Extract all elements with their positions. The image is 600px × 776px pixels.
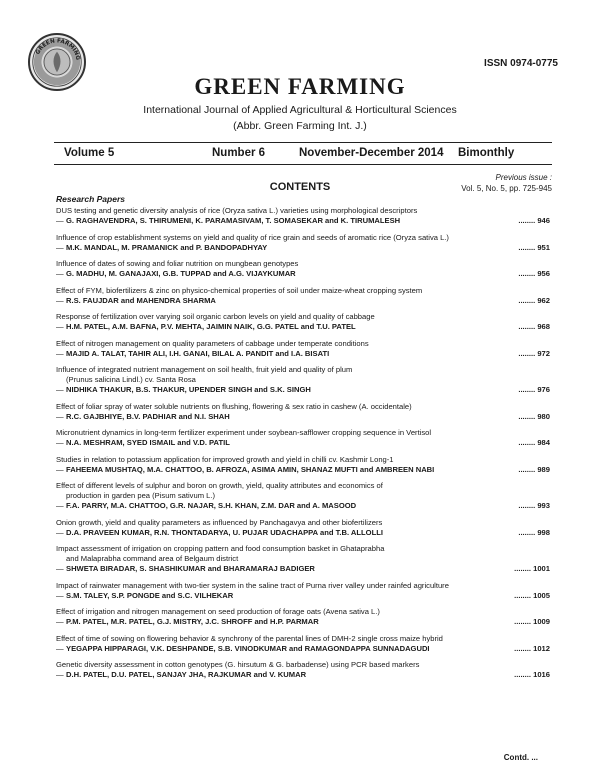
article-title: Onion growth, yield and quality parameters as influenced by Panchagavya and other biofertilizers [56,517,383,527]
article-entry [56,660,550,680]
article-entry [56,633,550,654]
article-authors: — FAHEEMA MUSHTAQ, M.A. CHATTOO, B. AFROZA, ASIMA AMIN, SHANAZ MUFTI and AMBREEN NABI [56,465,546,475]
article-title: Micronutrient dynamics in long-term fertilizer experiment under soybean-safflower cropping sequence in Vertisol [56,428,432,437]
article-authors: — NIDHIKA THAKUR, B.S. THAKUR, UPENDER SINGH and S.K. SINGH [56,385,546,395]
article-entry [56,401,550,422]
article-authors: — D.H. PATEL, D.U. PATEL, SANJAY JHA, RAJKUMAR and V. KUMAR [56,670,546,680]
article-title: Effect of irrigation and nitrogen management on seed production of forage oats (Avena sativa L.) [56,607,380,616]
journal-subtitle: International Journal of Applied Agricultural & Horticultural Sciences [143,104,457,116]
article-page-number: ........ 976 [518,385,550,394]
previous-issue-label: Previous issue : [495,173,552,182]
article-authors: — P.M. PATEL, M.R. PATEL, G.J. MISTRY, J.C. SHROFF and H.P. PARMAR [56,617,546,627]
article-page-number: ........ 951 [518,242,550,252]
article-title-continued: (Prunus salicina Lindl.) cv. Santa Rosa [66,375,196,384]
article-title: Influence of integrated nutrient management on soil health, fruit yield and quality of plum [56,365,353,374]
article-title: Influence of crop establishment systems on yield and quality of rice grain and seeds of aromatic rice (Oryza sativa L.) [56,232,449,242]
article-page-number: ........ 984 [518,438,550,447]
article-authors: — SHWETA BIRADAR, S. SHASHIKUMAR and BHARAMARAJ BADIGER [56,564,546,574]
issue-date: November-December 2014 [299,147,444,159]
article-title: Studies in relation to potassium application for improved growth and yield in chilli cv. Kashmir Long-1 [56,454,394,464]
article-entry [56,481,550,511]
article-authors: — YEGAPPA HIPPARAGI, V.K. DESHPANDE, S.B. VINODKUMAR and RAMAGONDAPPA SUNNADAGUDI [56,644,546,654]
article-title: Effect of foliar spray of water soluble nutrients on flushing, flowering & sex ratio in cashew (A. occidentale) [56,401,412,411]
article-page-number: ........ 1001 [514,564,550,573]
article-page-number: ........ 998 [518,527,550,537]
article-page-number: ........ 962 [518,295,550,305]
article-authors: — R.C. GAJBHIYE, B.V. PADHIAR and N.I. SHAH [56,412,546,422]
logo-text: GREEN FARMING [35,38,81,61]
previous-issue-ref: Vol. 5, No. 5, pp. 725-945 [461,184,552,193]
article-title: Influence of dates of sowing and foliar nutrition on mungbean genotypes [56,259,299,268]
continued-note: Contd. ... [503,753,538,762]
article-authors: — G. MADHU, M. GANAJAXI, G.B. TUPPAD and A.G. VIJAYKUMAR [56,269,546,279]
issn: ISSN 0974-0775 [484,58,558,69]
article-page-number: ........ 993 [518,501,550,510]
section-heading: Research Papers [56,194,125,204]
contents-heading: CONTENTS [269,181,331,193]
article-title: Effect of time of sowing on flowering behavior & synchrony of the parental lines of DMH-2 single cross maize hybrid [56,633,443,643]
article-entry [56,206,550,226]
article-entry [56,365,550,395]
issue-number: Number 6 [212,147,266,159]
article-title: Effect of different levels of sulphur and boron on growth, yield, quality attributes and economics of [56,481,383,490]
article-authors: — MAJID A. TALAT, TAHIR ALI, I.H. GANAI, BILAL A. PANDIT and I.A. BISATI [56,349,546,359]
article-page-number: ........ 1005 [514,590,550,600]
article-title: Response of fertilization over varying soil organic carbon levels on yield and quality of cabbage [56,312,375,321]
article-title: Impact of rainwater management with two-tier system in the saline tract of Purna river valley under rainfed agriculture [56,580,449,590]
article-page-number: ........ 1016 [514,670,550,679]
article-authors: — N.A. MESHRAM, SYED ISMAIL and V.D. PATIL [56,438,546,448]
article-entry [56,428,550,448]
article-title: Genetic diversity assessment in cotton genotypes (G. hirsutum & G. barbadense) using PCR based markers [56,660,420,669]
article-authors: — M.K. MANDAL, M. PRAMANICK and P. BANDOPADHYAY [56,243,546,253]
article-page-number: ........ 968 [518,322,550,331]
article-entry [56,607,550,627]
article-entry [56,544,550,574]
article-authors: — R.S. FAUJDAR and MAHENDRA SHARMA [56,296,546,306]
issue-volume: Volume 5 [64,147,115,159]
issue-bar [54,147,552,163]
divider-top [54,142,552,143]
article-entry [56,580,550,601]
journal-title: GREEN FARMING [194,74,406,99]
article-page-number: ........ 980 [518,411,550,421]
article-title-continued: and Malaprabha command area of Belgaum district [66,554,239,563]
article-authors: — D.A. PRAVEEN KUMAR, R.N. THONTADARYA, U. PUJAR UDACHAPPA and T.B. ALLOLLI [56,528,546,538]
article-page-number: ........ 956 [518,269,550,278]
article-title: DUS testing and genetic diversity analysis of rice (Oryza sativa L.) varieties using morphological descriptors [56,206,418,215]
issue-frequency: Bimonthly [458,147,515,159]
article-entry [56,232,550,253]
article-list [56,206,550,687]
article-entry [56,285,550,306]
article-title-continued: production in garden pea (Pisum sativum L.) [66,491,215,500]
article-entry [56,454,550,475]
article-page-number: ........ 1009 [514,617,550,626]
article-entry [56,259,550,279]
divider-bottom [54,164,552,165]
article-authors: — F.A. PARRY, M.A. CHATTOO, G.R. NAJAR, S.H. KHAN, Z.M. DAR and A. MASOOD [56,501,546,511]
article-title: Impact assessment of irrigation on cropping pattern and food consumption basket in Ghataprabha [56,544,385,553]
article-title: Effect of nitrogen management on quality parameters of cabbage under temperate conditions [56,338,369,348]
article-page-number: ........ 946 [518,216,550,225]
article-entry [56,338,550,359]
article-authors: — S.M. TALEY, S.P. PONGDE and S.C. VILHEKAR [56,591,546,601]
article-page-number: ........ 972 [518,348,550,358]
article-title: Effect of FYM, biofertilizers & zinc on physico-chemical properties of soil under maize-wheat cropping system [56,285,423,295]
article-page-number: ........ 989 [518,464,550,474]
article-authors: — H.M. PATEL, A.M. BAFNA, P.V. MEHTA, JAIMIN NAIK, G.G. PATEL and T.U. PATEL [56,322,546,332]
article-page-number: ........ 1012 [514,643,550,653]
article-entry [56,312,550,332]
article-authors: — G. RAGHAVENDRA, S. THIRUMENI, K. PARAMASIVAM, T. SOMASEKAR and K. TIRUMALESH [56,216,546,226]
article-entry [56,517,550,538]
journal-abbreviation: (Abbr. Green Farming Int. J.) [233,120,367,132]
